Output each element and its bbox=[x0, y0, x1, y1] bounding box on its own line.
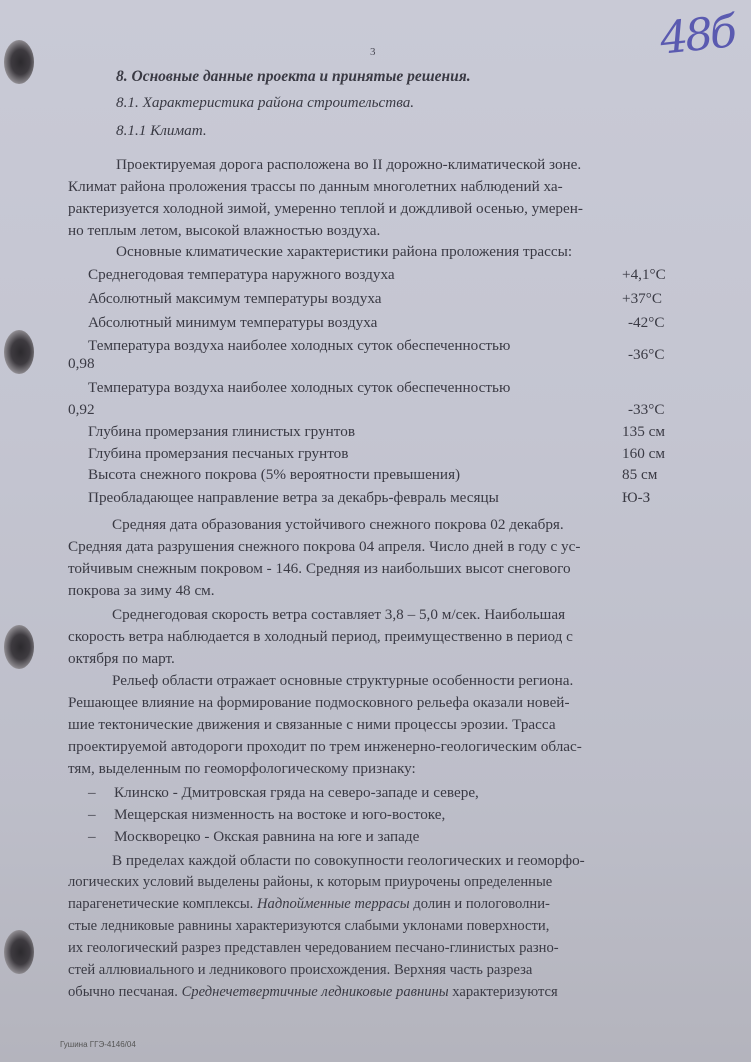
text-line: проектируемой автодороги проходит по трем инженерно-геологическим облас- bbox=[68, 738, 582, 755]
italic-term: Надпойменные террасы bbox=[256, 896, 410, 912]
climate-label-continuation: 0,92 bbox=[68, 401, 95, 418]
climate-value: -42°С bbox=[628, 314, 665, 331]
climate-label-continuation: 0,98 bbox=[68, 355, 95, 372]
text-line: Климат района проложения трассы по данным многолетних наблюдений ха- bbox=[68, 178, 563, 195]
text-line: их геологический разрез представлен чередованием песчано-глинистых разно- bbox=[68, 940, 559, 956]
list-bullet: – bbox=[88, 806, 96, 823]
binder-hole bbox=[4, 40, 34, 84]
text-line: тям, выделенным по геоморфологическому признаку: bbox=[68, 760, 416, 777]
climate-value: 135 см bbox=[622, 423, 665, 440]
list-item: Клинско - Дмитровская гряда на северо-западе и севере, bbox=[114, 784, 479, 801]
section-title: 8. Основные данные проекта и принятые решения. bbox=[116, 68, 471, 85]
text-line: рактеризуется холодной зимой, умеренно теплой и дождливой осенью, умерен- bbox=[68, 200, 583, 217]
text-line: стей аллювиального и ледникового происхождения. Верхняя часть разреза bbox=[68, 962, 533, 978]
text-line: но теплым летом, высокой влажностью воздуха. bbox=[68, 222, 381, 239]
text-line: октября по март. bbox=[68, 650, 175, 667]
climate-label: Высота снежного покрова (5% вероятности превышения) bbox=[88, 466, 461, 483]
climate-value: 160 см bbox=[622, 445, 665, 462]
climate-label: Абсолютный минимум температуры воздуха bbox=[88, 314, 378, 331]
binder-hole bbox=[4, 625, 34, 669]
climate-label: Глубина промерзания глинистых грунтов bbox=[88, 423, 356, 440]
text-line: логических условий выделены районы, к которым приурочены определенные bbox=[68, 874, 553, 890]
subsection-title: 8.1. Характеристика района строительства. bbox=[116, 94, 415, 111]
climate-value: -36°С bbox=[628, 346, 665, 363]
text-line: тойчивым снежным покровом - 146. Средняя из наибольших высот снегового bbox=[68, 560, 571, 577]
page-number: 3 bbox=[370, 46, 376, 58]
text-line: Рельеф области отражает основные структурные особенности региона. bbox=[112, 672, 574, 689]
text-line: стые ледниковые равнины характеризуются слабыми уклонами поверхности, bbox=[68, 918, 550, 934]
climate-label: Глубина промерзания песчаных грунтов bbox=[88, 445, 349, 462]
climate-value: +37°С bbox=[622, 290, 662, 307]
list-bullet: – bbox=[88, 828, 96, 845]
list-item: Мещерская низменность на востоке и юго-востоке, bbox=[114, 806, 446, 823]
climate-label: Абсолютный максимум температуры воздуха bbox=[88, 290, 382, 307]
italic-term: Среднечетвертичные ледниковые равнины bbox=[181, 984, 449, 1000]
text-line: Средняя дата разрушения снежного покрова 04 апреля. Число дней в году с ус- bbox=[68, 538, 581, 555]
binder-hole bbox=[4, 930, 34, 974]
climate-value: -33°С bbox=[628, 401, 665, 418]
footer-note: Гушина ГГЭ-4146/04 bbox=[60, 1040, 136, 1049]
climate-value: Ю-З bbox=[622, 489, 651, 506]
text-line: шие тектонические движения и связанные с ними процессы эрозии. Трасса bbox=[68, 716, 556, 733]
binder-hole bbox=[4, 330, 34, 374]
text-line: парагенетические комплексы. Надпойменные террасы долин и пологоволни- bbox=[68, 896, 550, 912]
climate-label: Температура воздуха наиболее холодных суток обеспеченностью bbox=[88, 337, 511, 354]
text-line: Средняя дата образования устойчивого снежного покрова 02 декабря. bbox=[112, 516, 564, 533]
climate-value: 85 см bbox=[622, 466, 658, 483]
text-line: Проектируемая дорога расположена во II дорожно-климатической зоне. bbox=[116, 156, 582, 173]
climate-label: Среднегодовая температура наружного воздуха bbox=[88, 266, 395, 283]
binder-holes bbox=[0, 0, 44, 1062]
climate-value: +4,1°С bbox=[622, 266, 666, 283]
climate-label: Преобладающее направление ветра за декабрь-февраль месяцы bbox=[88, 489, 499, 506]
table-heading: Основные климатические характеристики района проложения трассы: bbox=[116, 243, 573, 260]
text-line: В пределах каждой области по совокупности геологических и геоморфо- bbox=[112, 852, 585, 869]
list-bullet: – bbox=[88, 784, 96, 801]
subsubsection-title: 8.1.1 Климат. bbox=[116, 122, 207, 139]
handwritten-page-number: 48б bbox=[657, 6, 737, 65]
text-line: обычно песчаная. Среднечетвертичные ледниковые равнины характеризуются bbox=[68, 984, 558, 1000]
text-line: Решающее влияние на формирование подмосковного рельефа оказали новей- bbox=[68, 694, 570, 711]
text-line: покрова за зиму 48 см. bbox=[68, 582, 215, 599]
text-line: скорость ветра наблюдается в холодный период, преимущественно в период с bbox=[68, 628, 573, 645]
text-line: Среднегодовая скорость ветра составляет 3,8 – 5,0 м/сек. Наибольшая bbox=[112, 606, 566, 623]
climate-label: Температура воздуха наиболее холодных суток обеспеченностью bbox=[88, 379, 511, 396]
list-item: Москворецко - Окская равнина на юге и западе bbox=[114, 828, 420, 845]
